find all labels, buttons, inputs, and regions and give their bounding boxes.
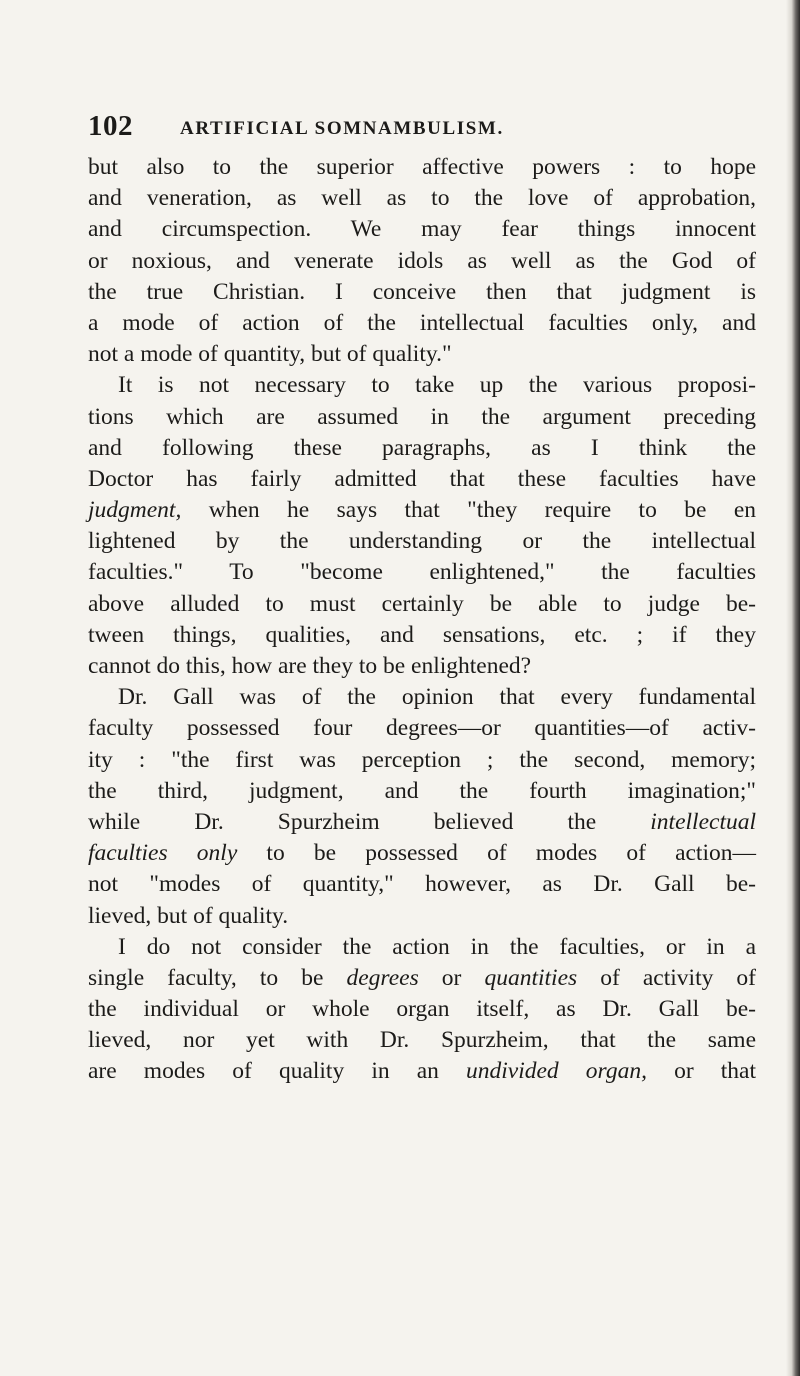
text-line: cannot do this, how are they to be enlightened? [88, 653, 532, 679]
text-line: are modes of quality in an undivided organ, or that [88, 1058, 756, 1085]
text-line: lieved, but of quality. [88, 902, 289, 929]
text-line: single faculty, to be degrees or quantities of activity of [88, 964, 757, 991]
text-line: Dr. Gall was of the opinion that every fundamental [118, 684, 756, 711]
body-text [88, 152, 756, 1088]
text-line: the individual or whole organ itself, as Dr. Gall be- [88, 996, 756, 1023]
text-line: a mode of action of the intellectual faculties only, and [88, 309, 756, 336]
text-line: judgment, when he says that "they require to be en [88, 497, 756, 524]
text-line: the third, judgment, and the fourth imagination;" [88, 777, 756, 804]
text-line: while Dr. Spurzheim believed the intellectual [88, 808, 756, 835]
text-line: faculties only to be possessed of modes of action— [88, 840, 756, 867]
text-line: ity : "the first was perception ; the second, memory; [88, 746, 756, 773]
text-line: or noxious, and venerate idols as well as the God of [88, 247, 756, 274]
text-line: not "modes of quantity," however, as Dr. Gall be- [88, 871, 756, 898]
page-header [88, 110, 748, 146]
text-line: tions which are assumed in the argument preceding [88, 403, 756, 430]
text-line: but also to the superior affective powers : to hope [88, 154, 756, 180]
text-line: and veneration, as well as to the love of approbation, [88, 185, 756, 212]
text-line: and following these paragraphs, as I think the [88, 434, 756, 461]
page-edge-shadow [786, 0, 800, 1376]
text-line: above alluded to must certainly be able to judge be- [88, 590, 756, 617]
running-head: ARTIFICIAL SOMNAMBULISM. [180, 118, 504, 139]
text-line: faculties." To "become enlightened," the faculties [88, 559, 756, 586]
text-line: faculty possessed four degrees—or quantities—of activ- [88, 715, 756, 742]
text-line: and circumspection. We may fear things innocent [88, 216, 756, 243]
text-line: Doctor has fairly admitted that these faculties have [88, 465, 756, 492]
text-line: It is not necessary to take up the various proposi- [118, 372, 756, 399]
text-line: the true Christian. I conceive then that judgment is [88, 278, 756, 305]
text-line: not a mode of quantity, but of quality." [88, 341, 452, 368]
text-line: lieved, nor yet with Dr. Spurzheim, that the same [88, 1027, 756, 1054]
text-line: I do not consider the action in the faculties, or in a [118, 933, 756, 960]
text-line: tween things, qualities, and sensations, etc. ; if they [88, 621, 756, 648]
text-line: lightened by the understanding or the intellectual [88, 528, 756, 555]
page-number: 102 [88, 110, 133, 142]
